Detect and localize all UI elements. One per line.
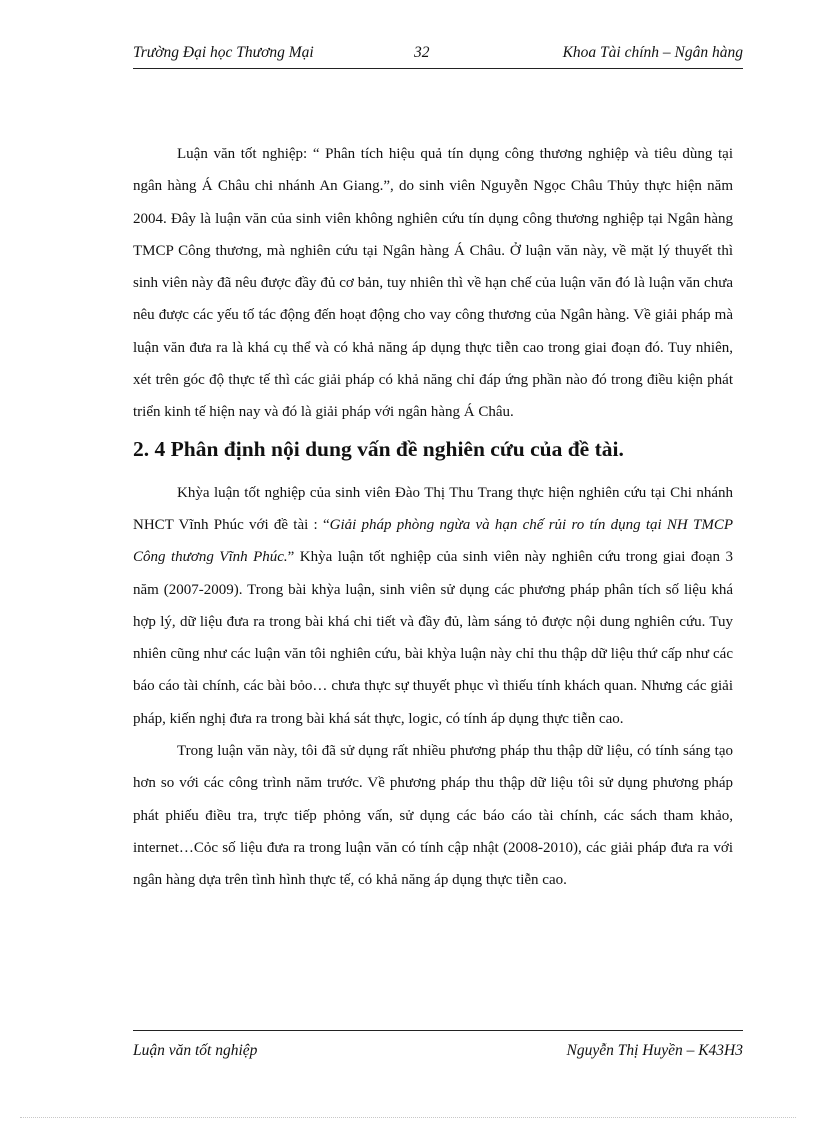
page-edge-dotted-line bbox=[20, 1117, 796, 1118]
footer-divider bbox=[133, 1030, 743, 1031]
page-header bbox=[133, 40, 743, 64]
header-divider bbox=[133, 68, 743, 69]
header-university: Trường Đại học Thương Mại bbox=[133, 44, 314, 61]
thesis-title: Giải pháp phòng ngừa và hạn chế rủi ro tín dụng tại NH TMCP Công thương Vĩnh Phúc. bbox=[133, 516, 733, 566]
footer-author: Nguyễn Thị Huyền – K43H3 bbox=[566, 1042, 743, 1059]
paragraph-own-method: Trong luận văn này, tôi đã sử dụng rất nhiều phương pháp thu thập dữ liệu, có tính sáng tạo hơn so với các công trình năm trước. Về phương pháp thu thập dữ liệu tôi sử dụng phương pháp phát phiếu điều tra, trực tiếp phỏng vấn, sử dụng các báo cáo tài chính, các sách tham khảo, internet…Cỏc số liệu đưa ra trong luận văn có tính cập nhật (2008-2010), các giải pháp đưa ra với ngân hàng dựa trên tình hình thực tế, có khả năng áp dụng thực tiễn cao. bbox=[133, 743, 733, 889]
page-number: 32 bbox=[414, 44, 430, 61]
header-faculty: Khoa Tài chính – Ngân hàng bbox=[562, 44, 743, 61]
paragraph-2-body: ” Khỳa luận tốt nghiệp của sinh viên này nghiên cứu trong giai đoạn 3 năm (2007-2009). Trong bài khỳa luận, sinh viên sử dụng các phương pháp phân tích số liệu khá hợp lý, dữ liệu đưa ra trong bài khá chi tiết và đầy đủ, làm sáng tỏ được nội dung nghiên cứu. Tuy nhiên cũng như các luận văn tôi nghiên cứu, bài khỳa luận này chỉ thu thập dữ liệu thứ cấp như các báo cáo tài chính, các bài bỏo… chưa thực sự thuyết phục vì thiếu tính khách quan. Nhưng các giải pháp, kiến nghị đưa ra trong bài khá sát thực, logic, có tính áp dụng thực tiễn cao. bbox=[133, 549, 733, 727]
paragraph-literature-review-1: Luận văn tốt nghiệp: “ Phân tích hiệu quả tín dụng công thương nghiệp và tiêu dùng tại ngân hàng Á Châu chi nhánh An Giang.”, do sinh viên Nguyễn Ngọc Châu Thủy thực hiện năm 2004. Đây là luận văn của sinh viên không nghiên cứu tín dụng công thương nghiệp tại Ngân hàng TMCP Công thương, mà nghiên cứu tại Ngân hàng Á Châu. Ở luận văn này, về mặt lý thuyết thì sinh viên này đã nêu được đầy đủ cơ bản, tuy nhiên thì về hạn chế của luận văn đó là luận văn chưa nêu được các yếu tố tác động đến hoạt động cho vay công thương của Ngân hàng. Về giải pháp mà luận văn đưa ra là khá cụ thể và có khả năng áp dụng thực tiễn cao trong giai đoạn đó. Tuy nhiên, xét trên góc độ thực tế thì các giải pháp có khả năng chỉ đáp ứng phần nào đó trong điều kiện phát triển kinh tế hiện nay và đó là giải pháp với ngân hàng Á Châu. bbox=[133, 146, 733, 421]
page-body bbox=[133, 138, 733, 897]
footer-doc-type: Luận văn tốt nghiệp bbox=[133, 1042, 258, 1059]
paragraph-2-intro: Khỳa luận tốt nghiệp của sinh viên Đào Thị Thu Trang thực hiện nghiên cứu tại Chi nhánh NHCT Vĩnh Phúc với đề tài : “ bbox=[133, 484, 733, 533]
paragraph-literature-review-2 bbox=[133, 477, 733, 735]
section-heading: 2. 4 Phân định nội dung vấn đề nghiên cứu của đề tài. bbox=[133, 436, 624, 461]
